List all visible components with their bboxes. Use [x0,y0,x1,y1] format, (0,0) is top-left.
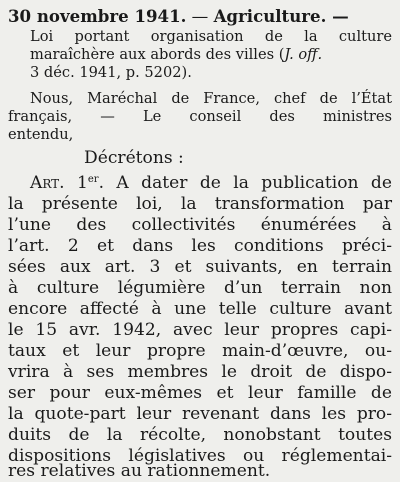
header-dash: — [326,6,349,26]
article-line: taux et leur propre main-d’œuvre, ou- [8,341,392,361]
journal-officiel-ref: J. off. [284,46,323,63]
article-line: encore affecté à une telle culture avant [8,299,392,319]
article-line: duits de la récolte, nonobstant toutes [8,425,392,445]
law-title-text: maraîchère aux abords des villes ( [30,46,285,63]
article-line-1 [30,173,392,193]
decretons-heading: Décrétons : [84,148,184,168]
decree-topic: Agriculture. [213,6,327,26]
article-line: ser pour eux-mêmes et leur famille de [8,383,392,403]
article-last-line: res relatives au rationnement. [8,461,271,481]
law-title-line-1: Loi portant organisation de la culture [30,28,392,45]
preamble-line-2: français, — Le conseil des ministres [8,108,392,125]
article-line: l’art. 2 et dans les conditions préci- [8,236,392,256]
article-line: dispositions législatives ou réglementai- [8,446,392,466]
article-label: Art. 1 [30,173,88,193]
article-line: sées aux art. 3 et suivants, en terrain [8,257,392,277]
decree-header [8,6,392,26]
decree-date: 30 novembre 1941. [8,6,187,26]
law-title-line-3: 3 déc. 1941, p. 5202). [30,64,192,81]
article-line: la quote-part leur revenant dans les pro- [8,404,392,424]
article-line: l’une des collectivités énumérées à [8,215,392,235]
article-label-sup: er [87,174,99,185]
preamble-line-1: Nous, Maréchal de France, chef de l’État [30,90,392,107]
preamble-line-3: entendu, [8,126,74,143]
article-text: . A dater de la publication de [98,173,392,193]
article-line: à culture légumière d’un terrain non [8,278,392,298]
article-line: la présente loi, la transformation par [8,194,392,214]
law-title-line-2 [30,46,392,63]
article-line: vrira à ses membres le droit de dispo- [8,362,392,382]
header-separator: — [186,7,214,26]
article-line: le 15 avr. 1942, avec leur propres capi- [8,320,392,340]
